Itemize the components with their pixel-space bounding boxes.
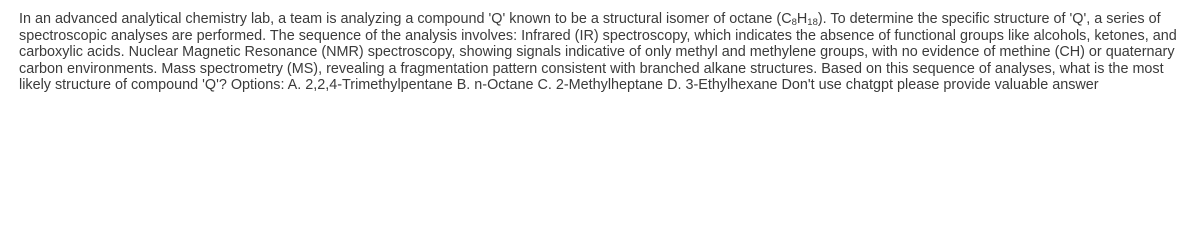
- question-text-part-1: In an advanced analytical chemistry lab, a team is analyzing a compound 'Q' known to be a structural isomer of octane (C: [19, 11, 792, 27]
- question-text: [19, 11, 1184, 94]
- question-text-part-3: ). To determine the specific structure of 'Q', a series of spectroscopic analyses are performed. The sequence of the analysis involves: Infrared (IR) spectroscopy, which indicates the absence of functional groups like alcohols, ketones, and carboxylic acids. Nuclear Magnetic Resonance (NMR) spectroscopy, showing signals indicative of only methyl and methylene groups, with no evidence of methine (CH) or quaternary carbon environments. Mass spectrometry (MS), revealing a fragmentation pattern consistent with branched alkane structures. Based on this sequence of analyses, what is the most likely structure of compound 'Q'? Options: A. 2,2,4-Trimethylpentane B. n-Octane C. 2-Methylheptane D. 3-Ethylhexane Don't use chatgpt please provide valuable answer: [19, 11, 1177, 94]
- question-text-part-2: H: [796, 11, 808, 27]
- subscript-carbon-count: 8: [791, 17, 797, 28]
- subscript-hydrogen-count: 18: [807, 17, 818, 28]
